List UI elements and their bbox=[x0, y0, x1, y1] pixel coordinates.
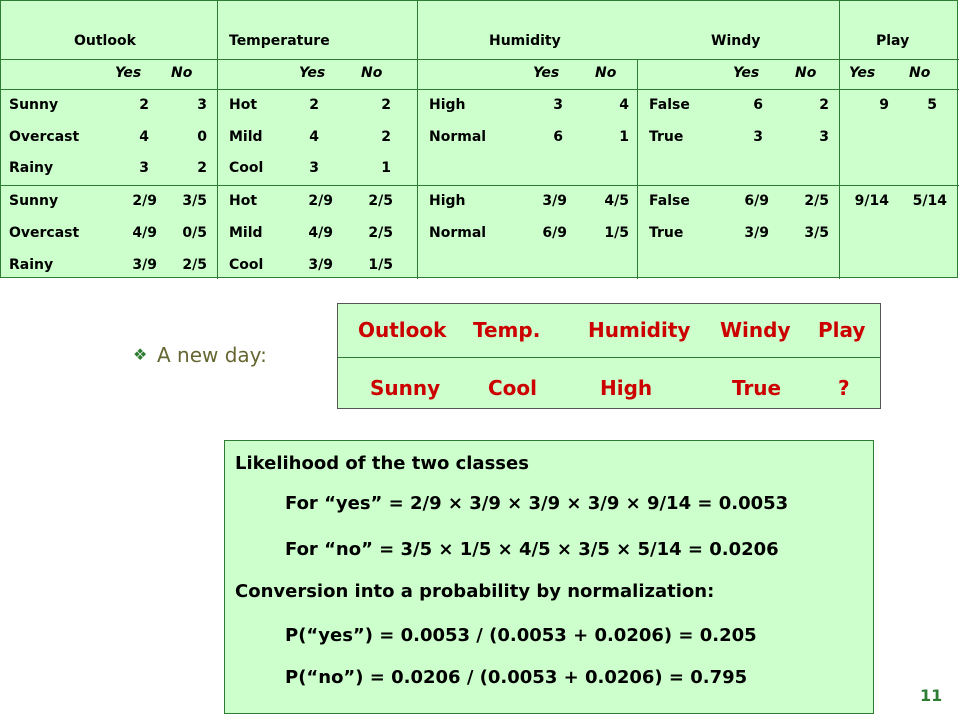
likelihood-title: Likelihood of the two classes bbox=[235, 453, 529, 474]
yes-label: Yes bbox=[533, 65, 560, 81]
humidity-label: High bbox=[429, 97, 466, 113]
table-divider bbox=[637, 59, 638, 279]
yes-label: Yes bbox=[299, 65, 326, 81]
table-cell: 9/14 bbox=[854, 193, 889, 209]
conversion-text: Conversion into a probability by normalization: bbox=[235, 581, 715, 602]
table-cell: 4/5 bbox=[604, 193, 629, 209]
table-cell: 3/5 bbox=[182, 193, 207, 209]
header-windy: Windy bbox=[711, 33, 761, 49]
table-cell: 4/9 bbox=[132, 225, 157, 241]
table-cell: 3 bbox=[139, 160, 149, 176]
table-cell: 4/9 bbox=[308, 225, 333, 241]
new-day-table bbox=[337, 303, 881, 409]
table-divider bbox=[1, 59, 959, 60]
temperature-label: Hot bbox=[229, 193, 258, 209]
no-label: No bbox=[171, 65, 193, 81]
new-day-header: Outlook bbox=[358, 318, 447, 342]
table-cell: 2/5 bbox=[368, 225, 393, 241]
table-divider bbox=[338, 357, 880, 358]
table-cell: 3/9 bbox=[132, 257, 157, 273]
probability-no: P(“no”) = 0.0206 / (0.0053 + 0.0206) = 0.795 bbox=[285, 667, 748, 688]
table-cell: 2 bbox=[309, 97, 319, 113]
table-cell: 2 bbox=[381, 97, 391, 113]
no-label: No bbox=[361, 65, 383, 81]
new-day-header: Temp. bbox=[473, 318, 541, 342]
table-cell: 3/9 bbox=[308, 257, 333, 273]
table-cell: 4 bbox=[139, 129, 149, 145]
table-cell: 3 bbox=[819, 129, 829, 145]
table-cell: 2/5 bbox=[368, 193, 393, 209]
outlook-label: Overcast bbox=[9, 225, 80, 241]
table-cell: 5 bbox=[927, 97, 937, 113]
table-cell: 5/14 bbox=[912, 193, 947, 209]
outlook-label: Sunny bbox=[9, 193, 59, 209]
humidity-label: Normal bbox=[429, 225, 487, 241]
header-humidity: Humidity bbox=[489, 33, 561, 49]
new-day-value: High bbox=[600, 376, 653, 400]
temperature-label: Cool bbox=[229, 257, 264, 273]
table-cell: 4 bbox=[309, 129, 319, 145]
table-divider bbox=[839, 1, 840, 279]
table-cell: 3/9 bbox=[542, 193, 567, 209]
table-cell: 1 bbox=[619, 129, 629, 145]
table-cell: 2/9 bbox=[308, 193, 333, 209]
table-cell: 3 bbox=[753, 129, 763, 145]
table-cell: 6 bbox=[753, 97, 763, 113]
likelihood-box bbox=[224, 440, 874, 714]
yes-label: Yes bbox=[849, 65, 876, 81]
likelihood-yes: For “yes” = 2/9 × 3/9 × 3/9 × 3/9 × 9/14 = 0.0053 bbox=[285, 493, 789, 514]
outlook-label: Overcast bbox=[9, 129, 80, 145]
new-day-header: Humidity bbox=[588, 318, 691, 342]
no-label: No bbox=[595, 65, 617, 81]
table-cell: 6/9 bbox=[542, 225, 567, 241]
outlook-label: Rainy bbox=[9, 160, 54, 176]
table-cell: 1/5 bbox=[604, 225, 629, 241]
diamond-bullet-icon: ❖ bbox=[133, 345, 148, 364]
table-cell: 6/9 bbox=[744, 193, 769, 209]
humidity-label: Normal bbox=[429, 129, 487, 145]
table-cell: 4 bbox=[619, 97, 629, 113]
temperature-label: Mild bbox=[229, 225, 263, 241]
table-cell: 1/5 bbox=[368, 257, 393, 273]
windy-label: True bbox=[649, 225, 684, 241]
new-day-value: True bbox=[732, 376, 782, 400]
table-cell: 3 bbox=[309, 160, 319, 176]
new-day-value: Cool bbox=[488, 376, 538, 400]
table-divider bbox=[417, 1, 418, 279]
windy-label: True bbox=[649, 129, 684, 145]
new-day-header: Windy bbox=[720, 318, 791, 342]
outlook-label: Sunny bbox=[9, 97, 59, 113]
table-cell: 3 bbox=[197, 97, 207, 113]
header-outlook: Outlook bbox=[74, 33, 136, 49]
header-play: Play bbox=[876, 33, 910, 49]
yes-label: Yes bbox=[115, 65, 142, 81]
new-day-value: Sunny bbox=[370, 376, 441, 400]
probability-yes: P(“yes”) = 0.0053 / (0.0053 + 0.0206) = 0.205 bbox=[285, 625, 757, 646]
temperature-label: Mild bbox=[229, 129, 263, 145]
likelihood-no: For “no” = 3/5 × 1/5 × 4/5 × 3/5 × 5/14 = 0.0206 bbox=[285, 539, 779, 560]
humidity-label: High bbox=[429, 193, 466, 209]
table-cell: 2/5 bbox=[804, 193, 829, 209]
new-day-label: A new day: bbox=[157, 343, 267, 367]
yes-label: Yes bbox=[733, 65, 760, 81]
new-day-value: ? bbox=[838, 376, 850, 400]
table-cell: 3 bbox=[553, 97, 563, 113]
table-cell: 2/5 bbox=[182, 257, 207, 273]
table-cell: 3/9 bbox=[744, 225, 769, 241]
windy-label: False bbox=[649, 193, 690, 209]
no-label: No bbox=[909, 65, 931, 81]
temperature-label: Hot bbox=[229, 97, 258, 113]
table-divider bbox=[217, 1, 218, 279]
table-cell: 2 bbox=[139, 97, 149, 113]
table-divider bbox=[1, 89, 959, 90]
table-divider bbox=[1, 185, 959, 186]
outlook-label: Rainy bbox=[9, 257, 54, 273]
temperature-label: Cool bbox=[229, 160, 264, 176]
table-cell: 1 bbox=[381, 160, 391, 176]
table-cell: 2 bbox=[819, 97, 829, 113]
table-cell: 9 bbox=[879, 97, 889, 113]
table-cell: 6 bbox=[553, 129, 563, 145]
header-temperature: Temperature bbox=[229, 33, 330, 49]
table-cell: 2 bbox=[381, 129, 391, 145]
new-day-header: Play bbox=[818, 318, 866, 342]
no-label: No bbox=[795, 65, 817, 81]
statistics-table bbox=[0, 0, 958, 278]
table-cell: 3/5 bbox=[804, 225, 829, 241]
table-cell: 2/9 bbox=[132, 193, 157, 209]
page-number: 11 bbox=[920, 686, 943, 705]
table-cell: 2 bbox=[197, 160, 207, 176]
table-cell: 0 bbox=[197, 129, 207, 145]
windy-label: False bbox=[649, 97, 690, 113]
table-cell: 0/5 bbox=[182, 225, 207, 241]
